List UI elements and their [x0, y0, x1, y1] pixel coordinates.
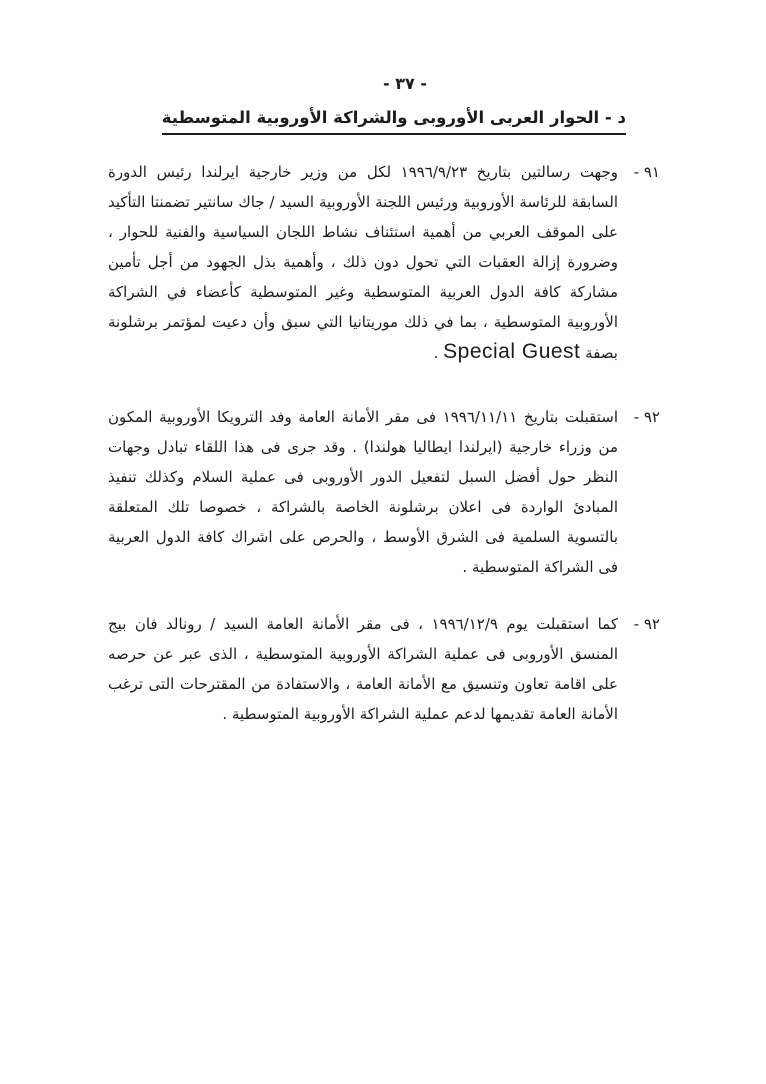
- sentence-end: .: [433, 344, 444, 362]
- paragraph-text: [108, 157, 618, 368]
- paragraph-text: كما استقبلت يوم ١٩٩٦/١٢/٩ ، فى مقر الأمانة العامة السيد / رونالد فان بيج المنسق الأوروبى فى عملية الشراكة الأوروبية المتوسطية ، الذى عبر عن حرصه على اقامة تعاون وتنسيق مع الأمانة العامة ، والاستفادة من المقترحات التى ترغب الأمانة العامة تقديمها لدعم عملية الشراكة الأوروبية المتوسطية .: [108, 615, 618, 723]
- document-body: [108, 157, 660, 729]
- paragraph-number: ٩٢ -: [633, 615, 660, 633]
- arabic-text: وجهت رسالتين بتاريخ ١٩٩٦/٩/٢٣ لكل من وزير خارجية ايرلندا رئيس الدورة السابقة للرئاسة الأوروبية ورئيس اللجنة الأوروبية السيد / جاك سانتير تضمنتا التأكيد على الموقف العربي من أهمية استئناف نشاط اللجان السياسية والفنية للحوار ، وضرورة إزالة العقبات التي تحول دون ذلك ، وأهمية بذل الجهود من أجل تأمين مشاركة كافة الدول العربية المتوسطية وغير المتوسطية كأعضاء في الشراكة الأوروبية المتوسطية ، بما في ذلك موريتانيا التي سبق وأن دعيت لمؤتمر برشلونة بصفة: [108, 163, 618, 362]
- page-number: - ٣٧ -: [383, 74, 427, 93]
- paragraph-93: [108, 609, 660, 729]
- paragraph-text: استقبلت بتاريخ ١٩٩٦/١١/١١ فى مقر الأمانة العامة وفد الترويكا الأوروبية المكون من وزراء خارجية (ايرلندا ايطاليا هولندا) . وقد جرى فى هذا اللقاء تبادل وجهات النظر حول أفضل السبل لتفعيل الدور الأوروبى فى عملية السلام وكذلك تنفيذ المبادئ الواردة فى اعلان برشلونة الخاصة بالشراكة ، خصوصا تلك المتعلقة بالتسوية السلمية فى الشرق الأوسط ، والحرص على اشراك كافة الدول العربية فى الشراكة المتوسطية .: [108, 408, 618, 576]
- paragraph-number: ٩١ -: [633, 163, 660, 181]
- paragraph-92: [108, 402, 660, 582]
- latin-term: Special Guest: [443, 340, 581, 363]
- paragraph-number: ٩٢ -: [633, 408, 660, 426]
- section-heading: د - الحوار العربى الأوروبى والشراكة الأوروبية المتوسطية: [162, 108, 626, 135]
- paragraph-91: [108, 157, 660, 368]
